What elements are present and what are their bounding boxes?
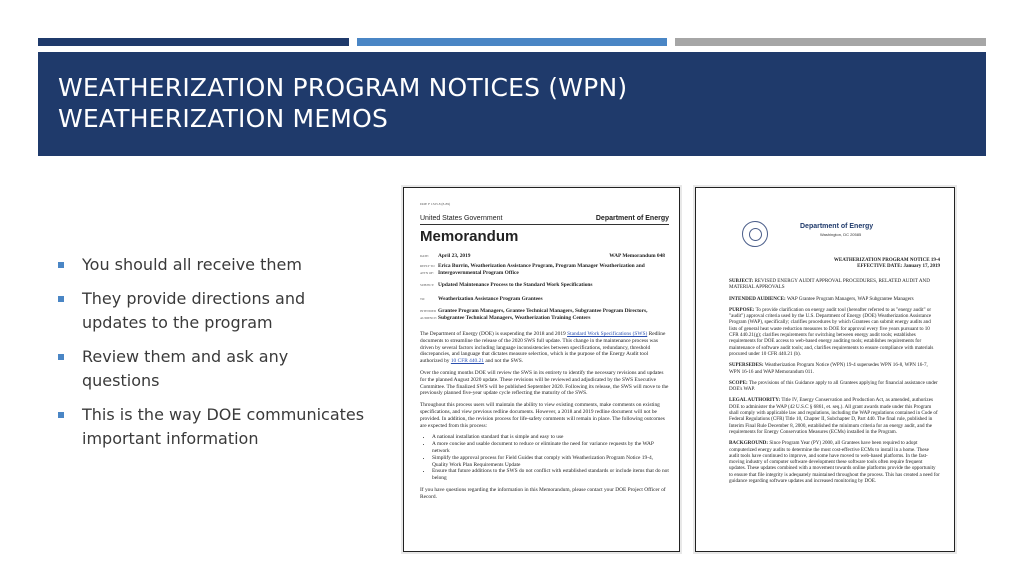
memo-subject: Updated Maintenance Process to the Standard Work Specifications <box>438 282 593 288</box>
memo-department-label: Department of Energy <box>595 215 669 222</box>
memo-body <box>420 331 669 506</box>
accent-bar-gray <box>675 38 986 46</box>
memo-date: April 23, 2019 <box>438 253 471 259</box>
slide-title-line-1: WEATHERIZATION PROGRAM NOTICES (WPN) <box>58 73 628 102</box>
memo-heading: Memorandum <box>420 228 519 245</box>
memo-to-row: TO: Weatherization Assistance Program Grantees <box>420 296 669 303</box>
notice-body <box>729 278 940 489</box>
bullet-item: This is the way DOE communicates important information <box>58 403 368 451</box>
memo-to: Weatherization Assistance Program Grantees <box>438 296 543 302</box>
memo-divider <box>420 224 669 225</box>
accent-bar-navy <box>38 38 349 46</box>
memo-government-label: United States Government <box>420 215 503 222</box>
notice-legal-authority: LEGAL AUTHORITY: Title IV, Energy Conservation and Production Act, as amended, authorizes DOE to administer the WAP (42 U.S.C § 6861, et. seq.). All grant awards made under this Program shall comply with applicable law and regulations, including the WAP regulations contained in Code of Federal Regulations (CFR) Title 10, Chapter II, Subchapter D, Part 440. The final rule, published in Interim Final Rule December 8, 2000, established the minimum criteria for an energy audit, and the requirements for Energy Conservation Measures (ECMs) installed in the Program. <box>729 397 938 435</box>
memo-subject-row: SUBJECT: Updated Maintenance Process to the Standard Work Specifications <box>420 282 669 289</box>
memo-audience-row: INTENDED AUDIENCE:Grantee Program Managers, Grantee Technical Managers, Subgrantee Program Directors, Subgrantee Technical Managers, Weatherization Training Centers <box>420 308 669 322</box>
bullet-square-icon <box>58 262 64 268</box>
title-banner <box>38 52 986 156</box>
notice-background: BACKGROUND: Since Program Year (PY) 2000, all Grantees have been required to adopt computerized energy audits to determine the most cost-effective ECMs to install in a home. These audit tools have continued to improve, and some have moved to web-based platforms. In the fast-moving industry of computer software development these software tools often require frequent updates. These updates combined with a movement towards online platforms provide the opportunity to ensure that file integrity is adequately maintained throughout the process. This has created a need for guidance regarding software updates and increased monitoring by DOE. <box>729 440 940 485</box>
bullet-item: They provide directions and updates to the program <box>58 287 368 335</box>
bullet-square-icon <box>58 354 64 360</box>
memo-paragraph: The Department of Energy (DOE) is suspending the 2018 and 2019 Standard Work Specifications (SWS) Redline documents to streamline the release of the 2020 SWS full update. This change in the maintenance process was driven by several factors including language inconsistencies between specifications, redundancy, threshold discrepancies, and language that dictates measure selection, which is the purpose of the Energy Audit tool authorized by 10 CFR 440.21 and not the SWS. <box>420 331 666 365</box>
program-notice-image <box>695 187 955 552</box>
notice-subject: SUBJECT: REVISED ENERGY AUDIT APPROVAL PROCEDURES, RELATED AUDIT AND MATERIAL APPROVALS <box>729 278 930 291</box>
notice-effective-date: EFFECTIVE DATE: January 17, 2019 <box>857 264 940 269</box>
memo-form-number: DOE F 1325.8 (8-89) <box>420 202 451 206</box>
memo-reply-row: REPLY TO ATTN OF:Erica Burrin, Weatherization Assistance Program, Program Manager Weatherization and Intergovernmental Program Office <box>420 263 669 277</box>
notice-purpose: PURPOSE: To provide clarification on energy audit tool (hereafter referred to as "energy audit" or "audit") approval criteria used by the U.S. Department of Energy (DOE) Weatherization Assistance Program (WAP), specifically; clarifies procedures by which Grantees can submit energy audits and lists of general heat waste reduction measures to DOE for approval every five years pursuant to 10 CFR 440.21(g); clarifies requirements for switching between energy audit tools; establishes requirements for DOE access to web-based energy auditing tools; establishes requirements for maintenance of software audit tools; and, clarifies requirements to ensure compliance with materials procured under 10 CFR 440.21 (b). <box>729 306 934 357</box>
slide-title <box>58 72 627 134</box>
memo-reference: WAP Memorandum 048 <box>609 253 665 259</box>
notice-number: WEATHERIZATION PROGRAM NOTICE 19-4 <box>833 258 940 263</box>
notice-header <box>834 258 940 270</box>
memo-outcome-item: • A national installation standard that is simple and easy to use <box>432 434 669 441</box>
memo-paragraph: Over the coming months DOE will review the SWS in its entirety to identify the necessary revisions and updates for the planned August 2020 update. These revisions will be reviewed and adjudicated by the SWS Executive Committee. The finalized SWS will be published September 2020. Following its release, the SWS will move to the previously planned five-year update cycle reflecting the maturity of the SWS. <box>420 369 669 397</box>
bullet-list <box>58 253 368 461</box>
memo-paragraph: If you have questions regarding the information in this Memorandum, please contact your DOE Project Officer of Record. <box>420 486 666 500</box>
memo-outcome-item: • Simplify the approval process for Field Guides that comply with Weatherization Program Notice 19-4, Quality Work Plan Requirements Update <box>432 455 669 469</box>
bullet-square-icon <box>58 296 64 302</box>
doe-seal-icon <box>742 221 768 247</box>
notice-supersedes: SUPERSEDES: Weatherization Program Notice (WPN) 19-4 supersedes WPN 16-8, WPN 16-7, WPN 16-16 and WAP Memorandum 011. <box>729 362 928 375</box>
memo-audience: Grantee Program Managers, Grantee Technical Managers, Subgrantee Program Directors, Subgrantee Technical Managers, Weatherization Training Centers <box>438 308 648 321</box>
slide-title-line-2: WEATHERIZATION MEMOS <box>58 104 389 133</box>
bullet-square-icon <box>58 412 64 418</box>
notice-address: Washington, DC 20585 <box>820 232 862 237</box>
memo-outcomes-list <box>420 434 669 482</box>
memo-outcome-item: • Ensure that future additions to the SWS do not conflict with established standards or include items that do not belong <box>432 468 669 482</box>
bullet-item: Review them and ask any questions <box>58 345 368 393</box>
memo-outcome-item: • A more concise and usable document to reduce or eliminate the need for variance requests by the WAP network <box>432 441 669 455</box>
memo-paragraph: Throughout this process users will maintain the ability to view existing comments, make comments on existing specifications, and view previous redline documents. However, a 2018 and 2019 redline document will not be provided. In addition, the revision process for life-safety comments will remain in place. The following outcomes are expected from this process: <box>420 402 665 429</box>
notice-audience: INTENDED AUDIENCE: WAP Grantee Program Managers, WAP Subgrantee Managers <box>729 295 914 302</box>
memorandum-image <box>403 187 680 552</box>
accent-bar-blue <box>357 38 667 46</box>
memo-date-row: DATE: April 23, 2019 <box>420 253 669 260</box>
bullet-item: You should all receive them <box>58 253 368 277</box>
memo-reply: Erica Burrin, Weatherization Assistance Program, Program Manager Weatherization and Intergovernmental Program Office <box>438 263 645 276</box>
notice-scope: SCOPE: The provisions of this Guidance apply to all Grantees applying for financial assistance under DOE's WAP. <box>729 379 938 393</box>
notice-department-label: Department of Energy <box>800 223 874 230</box>
